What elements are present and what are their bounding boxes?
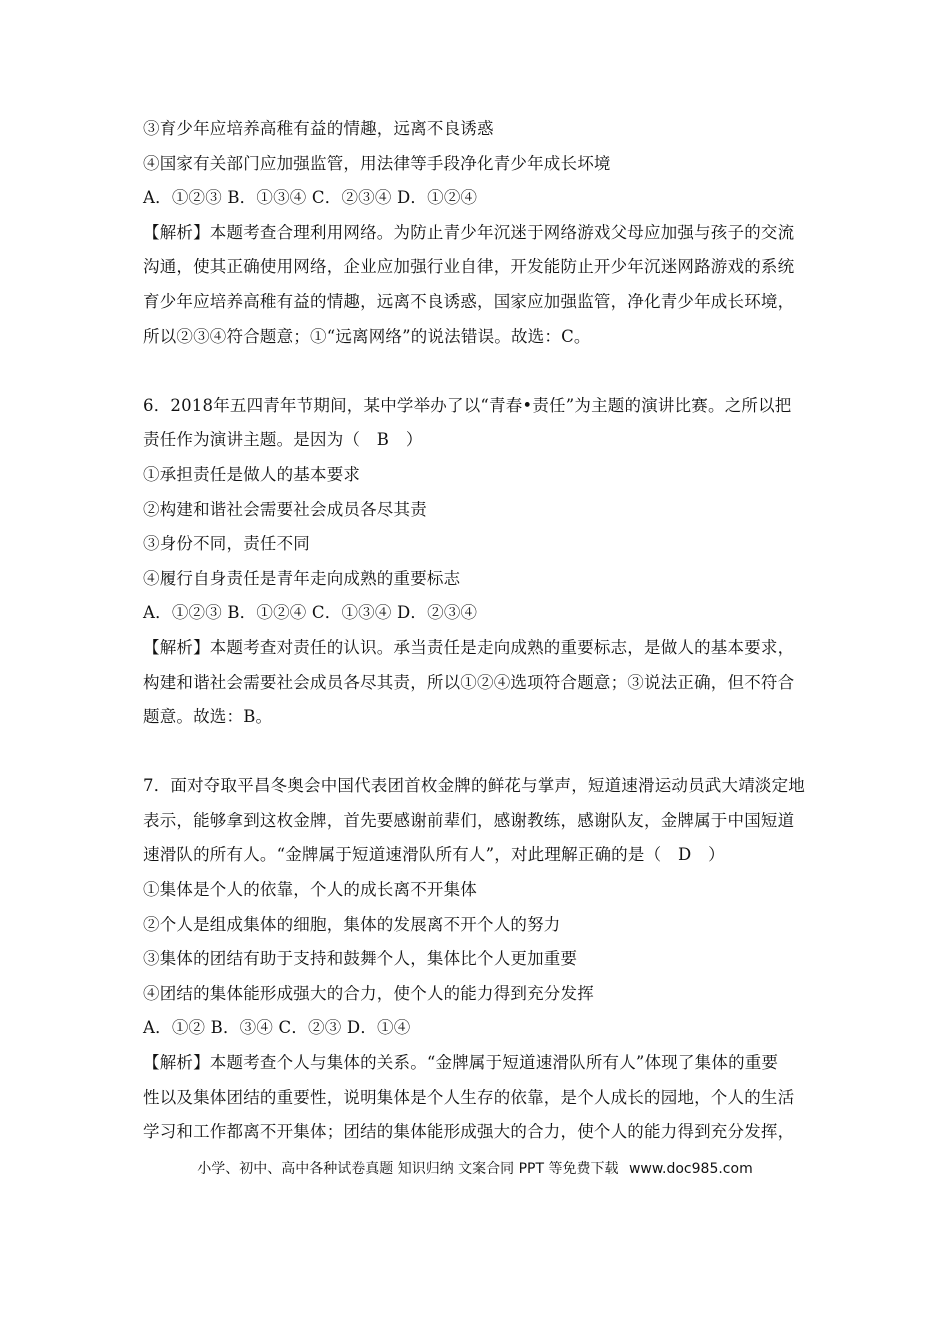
- text-line: ③育少年应培养高稚有益的情趣，远离不良诱惑: [143, 119, 494, 138]
- statement-line: ③身份不同，责任不同: [143, 534, 310, 554]
- analysis-line: 构建和谐社会需要社会成员各尽其责，所以①②④选项符合题意；③说法正确，但不符合: [143, 672, 795, 692]
- analysis-line: 育少年应培养高稚有益的情趣，远离不良诱惑，国家应加强监管，净化青少年成长环境，: [143, 291, 795, 311]
- analysis-line: 沟通，使其正确使用网络，企业应加强行业自律，开发能防止开少年沉迷网路游戏的系统: [143, 257, 795, 277]
- statement-line: ②个人是组成集体的细胞，集体的发展离不开个人的努力: [143, 914, 561, 934]
- analysis-line: 学习和工作都离不开集体；团结的集体能形成强大的合力，使个人的能力得到充分发挥，: [143, 1122, 795, 1142]
- answer-options: A．①②③ B．①③④ C．②③④ D．①②④: [143, 188, 478, 208]
- analysis-line: 【解析】本题考查合理利用网络。为防止青少年沉迷于网络游戏父母应加强与孩子的交流: [143, 222, 795, 242]
- question-7-stem: 速滑队的所有人。“金牌属于短道速滑队所有人”，对此理解正确的是（ D ）: [143, 845, 725, 865]
- statement-line: ③集体的团结有助于支持和鼓舞个人，集体比个人更加重要: [143, 949, 578, 969]
- analysis-line: 【解析】本题考查对责任的认识。承当责任是走向成熟的重要标志，是做人的基本要求，: [143, 637, 795, 657]
- analysis-line: 性以及集体团结的重要性，说明集体是个人生存的依靠，是个人成长的园地，个人的生活: [143, 1087, 795, 1107]
- paragraph-gap: [143, 354, 843, 389]
- statement-line: ①集体是个人的依靠，个人的成长离不开集体: [143, 880, 477, 900]
- footer-text: 小学、初中、高中各种试卷真题 知识归纳 文案合同 PPT 等免费下载: [197, 1161, 619, 1177]
- paragraph-gap: [143, 735, 843, 770]
- page-footer: [0, 1158, 950, 1178]
- footer-link[interactable]: www.doc985.com: [628, 1161, 753, 1177]
- statement-line: ②构建和谐社会需要社会成员各尽其责: [143, 499, 427, 519]
- question-7-stem: 表示，能够拿到这枚金牌，首先要感谢前辈们，感谢教练，感谢队友，金牌属于中国短道: [143, 810, 795, 830]
- question-7-stem: 7．面对夺取平昌冬奥会中国代表团首枚金牌的鲜花与掌声，短道速滑运动员武大靖淡定地: [143, 776, 805, 796]
- question-6-stem: 6．2018年五四青年节期间，某中学举办了以“青春•责任”为主题的演讲比赛。之所以把: [143, 395, 792, 415]
- statement-line: ④履行自身责任是青年走向成熟的重要标志: [143, 568, 461, 588]
- statement-line: ④团结的集体能形成强大的合力，使个人的能力得到充分发挥: [143, 983, 594, 1003]
- document-body: [143, 112, 843, 1150]
- analysis-line: 题意。故选：B。: [143, 707, 273, 727]
- analysis-line: 所以②③④符合题意；①“远离网络”的说法错误。故选：C。: [143, 326, 591, 346]
- text-line: ④国家有关部门应加强监管，用法律等手段净化青少年成长坏境: [143, 153, 611, 173]
- answer-options: A．①② B．③④ C．②③ D．①④: [143, 1018, 411, 1038]
- analysis-line: 【解析】本题考查个人与集体的关系。“金牌属于短道速滑队所有人”体现了集体的重要: [143, 1053, 779, 1073]
- answer-options: A．①②③ B．①②④ C．①③④ D．②③④: [143, 603, 478, 623]
- question-6-stem: 责任作为演讲主题。是因为（ B ）: [143, 430, 423, 450]
- statement-line: ①承担责任是做人的基本要求: [143, 464, 361, 484]
